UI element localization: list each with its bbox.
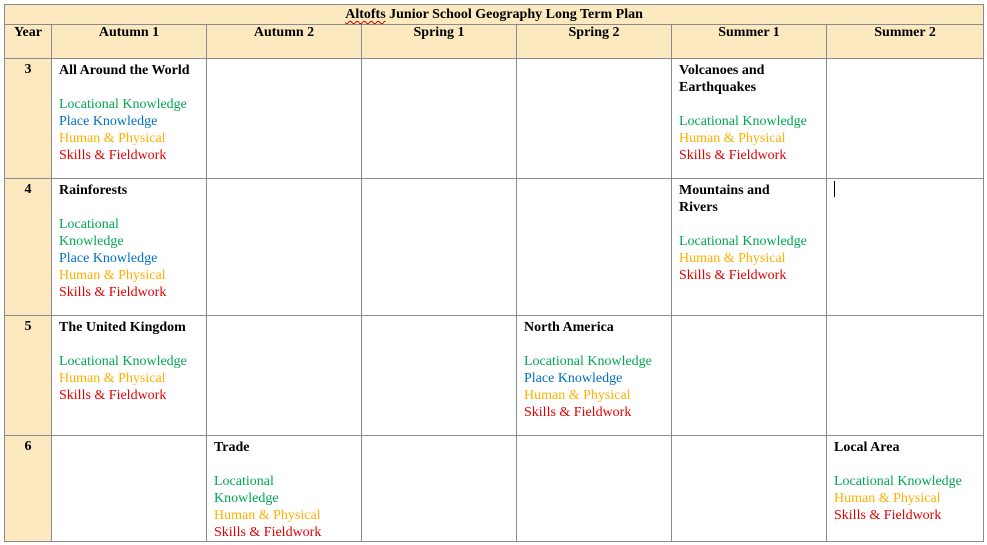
cell-y5-spring1[interactable] bbox=[362, 316, 517, 436]
place-knowledge: Place Knowledge bbox=[59, 251, 158, 266]
year-cell: 5 bbox=[5, 316, 52, 436]
cell-y3-summer1[interactable] bbox=[672, 59, 827, 179]
topic-title: North America bbox=[524, 320, 614, 335]
cell-y6-autumn1[interactable] bbox=[52, 436, 207, 542]
header-spring-1: Spring 1 bbox=[362, 25, 517, 59]
locational-knowledge-line1: Locational bbox=[214, 474, 274, 489]
header-autumn-1: Autumn 1 bbox=[52, 25, 207, 59]
cell-y6-summer1[interactable] bbox=[672, 436, 827, 542]
human-physical: Human & Physical bbox=[59, 131, 166, 146]
human-physical: Human & Physical bbox=[214, 508, 321, 523]
year-cell: 3 bbox=[5, 59, 52, 179]
cell-y5-spring2[interactable] bbox=[517, 316, 672, 436]
human-physical: Human & Physical bbox=[59, 371, 166, 386]
cell-y4-autumn2[interactable] bbox=[207, 179, 362, 316]
table-title bbox=[5, 5, 984, 25]
cell-y5-summer1[interactable] bbox=[672, 316, 827, 436]
locational-knowledge: Locational Knowledge bbox=[679, 114, 807, 129]
topic-title: Mountains and Rivers bbox=[679, 183, 770, 215]
skills-fieldwork: Skills & Fieldwork bbox=[834, 508, 942, 523]
title-first-word: Altofts bbox=[345, 7, 386, 22]
header-summer-2: Summer 2 bbox=[827, 25, 984, 59]
locational-knowledge: Locational Knowledge bbox=[679, 234, 807, 249]
table-row bbox=[5, 436, 984, 542]
cell-y3-autumn2[interactable] bbox=[207, 59, 362, 179]
cell-y3-spring1[interactable] bbox=[362, 59, 517, 179]
topic-title: Volcanoes and Earthquakes bbox=[679, 63, 765, 95]
cell-y4-spring2[interactable] bbox=[517, 179, 672, 316]
topic-title: Local Area bbox=[834, 440, 900, 455]
year-cell: 4 bbox=[5, 179, 52, 316]
table-row bbox=[5, 59, 984, 179]
place-knowledge: Place Knowledge bbox=[524, 371, 623, 386]
cell-y4-spring1[interactable] bbox=[362, 179, 517, 316]
header-autumn-2: Autumn 2 bbox=[207, 25, 362, 59]
cell-y4-autumn1[interactable] bbox=[52, 179, 207, 316]
cell-y3-spring2[interactable] bbox=[517, 59, 672, 179]
cell-y6-summer2[interactable] bbox=[827, 436, 984, 542]
skills-fieldwork: Skills & Fieldwork bbox=[679, 268, 787, 283]
skills-fieldwork: Skills & Fieldwork bbox=[214, 525, 322, 540]
topic-title: The United Kingdom bbox=[59, 320, 186, 335]
cell-y5-autumn2[interactable] bbox=[207, 316, 362, 436]
locational-knowledge: Locational Knowledge bbox=[59, 97, 187, 112]
human-physical: Human & Physical bbox=[524, 388, 631, 403]
cell-y4-summer1[interactable] bbox=[672, 179, 827, 316]
cell-y4-summer2[interactable] bbox=[827, 179, 984, 316]
cell-y3-autumn1[interactable] bbox=[52, 59, 207, 179]
cell-y6-spring2[interactable] bbox=[517, 436, 672, 542]
place-knowledge: Place Knowledge bbox=[59, 114, 158, 129]
skills-fieldwork: Skills & Fieldwork bbox=[59, 285, 167, 300]
skills-fieldwork: Skills & Fieldwork bbox=[59, 148, 167, 163]
locational-knowledge-line1: Locational bbox=[59, 217, 119, 232]
cell-y5-autumn1[interactable] bbox=[52, 316, 207, 436]
human-physical: Human & Physical bbox=[679, 131, 786, 146]
skills-fieldwork: Skills & Fieldwork bbox=[679, 148, 787, 163]
geography-plan-table bbox=[4, 4, 984, 542]
cell-y5-summer2[interactable] bbox=[827, 316, 984, 436]
table-row bbox=[5, 316, 984, 436]
human-physical: Human & Physical bbox=[834, 491, 941, 506]
header-summer-1: Summer 1 bbox=[672, 25, 827, 59]
topic-title: Rainforests bbox=[59, 183, 128, 198]
year-cell: 6 bbox=[5, 436, 52, 542]
locational-knowledge-line2: Knowledge bbox=[214, 491, 279, 506]
topic-title: All Around the World bbox=[59, 63, 190, 78]
text-cursor bbox=[834, 181, 835, 197]
table-row bbox=[5, 179, 984, 316]
header-year: Year bbox=[5, 25, 52, 59]
cell-y6-autumn2[interactable] bbox=[207, 436, 362, 542]
locational-knowledge-line2: Knowledge bbox=[59, 234, 124, 249]
skills-fieldwork: Skills & Fieldwork bbox=[59, 388, 167, 403]
locational-knowledge: Locational Knowledge bbox=[59, 354, 187, 369]
header-spring-2: Spring 2 bbox=[517, 25, 672, 59]
locational-knowledge: Locational Knowledge bbox=[524, 354, 652, 369]
topic-title: Trade bbox=[214, 440, 250, 455]
human-physical: Human & Physical bbox=[59, 268, 166, 283]
locational-knowledge: Locational Knowledge bbox=[834, 474, 962, 489]
cell-y3-summer2[interactable] bbox=[827, 59, 984, 179]
skills-fieldwork: Skills & Fieldwork bbox=[524, 405, 632, 420]
human-physical: Human & Physical bbox=[679, 251, 786, 266]
cell-y6-spring1[interactable] bbox=[362, 436, 517, 542]
title-rest: Junior School Geography Long Term Plan bbox=[385, 7, 643, 22]
